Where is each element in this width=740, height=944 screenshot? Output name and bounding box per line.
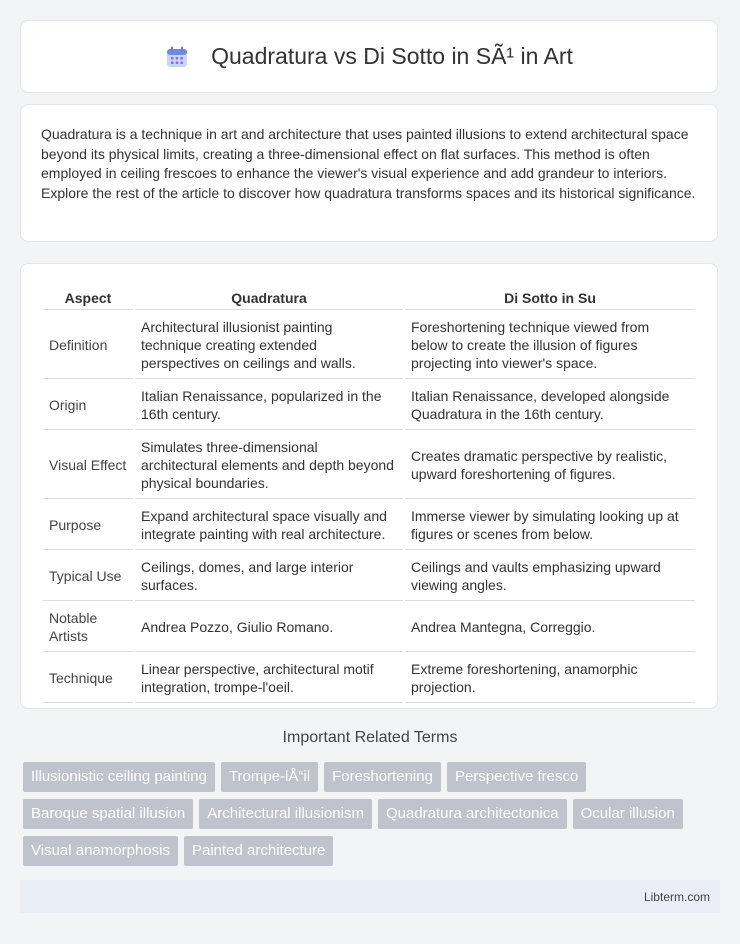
header-quadratura: Quadratura	[135, 286, 403, 310]
row-aspect: Notable Artists	[43, 603, 133, 652]
title-card	[20, 20, 718, 93]
related-term-tag[interactable]: Illusionistic ceiling painting	[23, 762, 215, 792]
related-terms-list	[23, 762, 723, 873]
row-aspect: Origin	[43, 381, 133, 430]
table-row	[43, 501, 695, 550]
related-term-tag[interactable]: Ocular illusion	[573, 799, 683, 829]
table-row	[43, 432, 695, 499]
table-row	[43, 381, 695, 430]
page-title: Quadratura vs Di Sotto in SÃ¹ in Art	[211, 43, 573, 69]
row-di-sotto: Immerse viewer by simulating looking up at figures or scenes from below.	[405, 501, 695, 550]
related-term-tag[interactable]: Foreshortening	[324, 762, 441, 792]
row-di-sotto: Andrea Mantegna, Correggio.	[405, 603, 695, 652]
row-quadratura: Architectural illusionist painting technique creating extended perspectives on ceilings and walls.	[135, 312, 403, 379]
related-terms-title: Important Related Terms	[282, 729, 458, 746]
row-quadratura: Linear perspective, architectural motif integration, trompe-l'oeil.	[135, 654, 403, 703]
header-di-sotto-in-su: Di Sotto in Su	[405, 286, 695, 310]
row-quadratura: Ceilings, domes, and large interior surfaces.	[135, 552, 403, 601]
comparison-card	[20, 263, 718, 709]
row-di-sotto: Extreme foreshortening, anamorphic projection.	[405, 654, 695, 703]
related-term-tag[interactable]: Trompe-lÅ“il	[221, 762, 318, 792]
row-di-sotto: Creates dramatic perspective by realistic, upward foreshortening of figures.	[405, 432, 695, 499]
related-term-tag[interactable]: Architectural illusionism	[199, 799, 372, 829]
row-quadratura: Simulates three-dimensional architectural elements and depth beyond physical boundaries.	[135, 432, 403, 499]
row-quadratura: Andrea Pozzo, Giulio Romano.	[135, 603, 403, 652]
calendar-icon	[165, 45, 189, 69]
comparison-table	[41, 284, 697, 705]
row-aspect: Definition	[43, 312, 133, 379]
related-term-tag[interactable]: Baroque spatial illusion	[23, 799, 193, 829]
row-quadratura: Italian Renaissance, popularized in the 16th century.	[135, 381, 403, 430]
related-term-tag[interactable]: Quadratura architectonica	[378, 799, 567, 829]
related-term-tag[interactable]: Visual anamorphosis	[23, 836, 178, 866]
related-term-tag[interactable]: Painted architecture	[184, 836, 333, 866]
header-aspect: Aspect	[43, 286, 133, 310]
row-di-sotto: Italian Renaissance, developed alongside Quadratura in the 16th century.	[405, 381, 695, 430]
table-row	[43, 654, 695, 703]
row-aspect: Typical Use	[43, 552, 133, 601]
row-di-sotto: Foreshortening technique viewed from below to create the illusion of figures projecting into viewer's space.	[405, 312, 695, 379]
table-row	[43, 552, 695, 601]
table-row	[43, 312, 695, 379]
related-term-tag[interactable]: Perspective fresco	[447, 762, 586, 792]
table-header-row	[43, 286, 695, 310]
row-aspect: Purpose	[43, 501, 133, 550]
row-quadratura: Expand architectural space visually and integrate painting with real architecture.	[135, 501, 403, 550]
row-aspect: Visual Effect	[43, 432, 133, 499]
row-di-sotto: Ceilings and vaults emphasizing upward viewing angles.	[405, 552, 695, 601]
intro-text: Quadratura is a technique in art and architecture that uses painted illusions to extend architectural space beyond its physical limits, creating a three-dimensional effect on flat surfaces. This method is often employed in ceiling frescoes to enhance the viewer's visual experience and add grandeur to interiors. Explore the rest of the article to discover how quadratura transforms spaces and its historical significance.	[41, 126, 696, 201]
table-row	[43, 603, 695, 652]
footer	[20, 880, 720, 913]
intro-card	[20, 104, 718, 242]
row-aspect: Technique	[43, 654, 133, 703]
footer-brand-link[interactable]: Libterm.com	[643, 889, 710, 904]
